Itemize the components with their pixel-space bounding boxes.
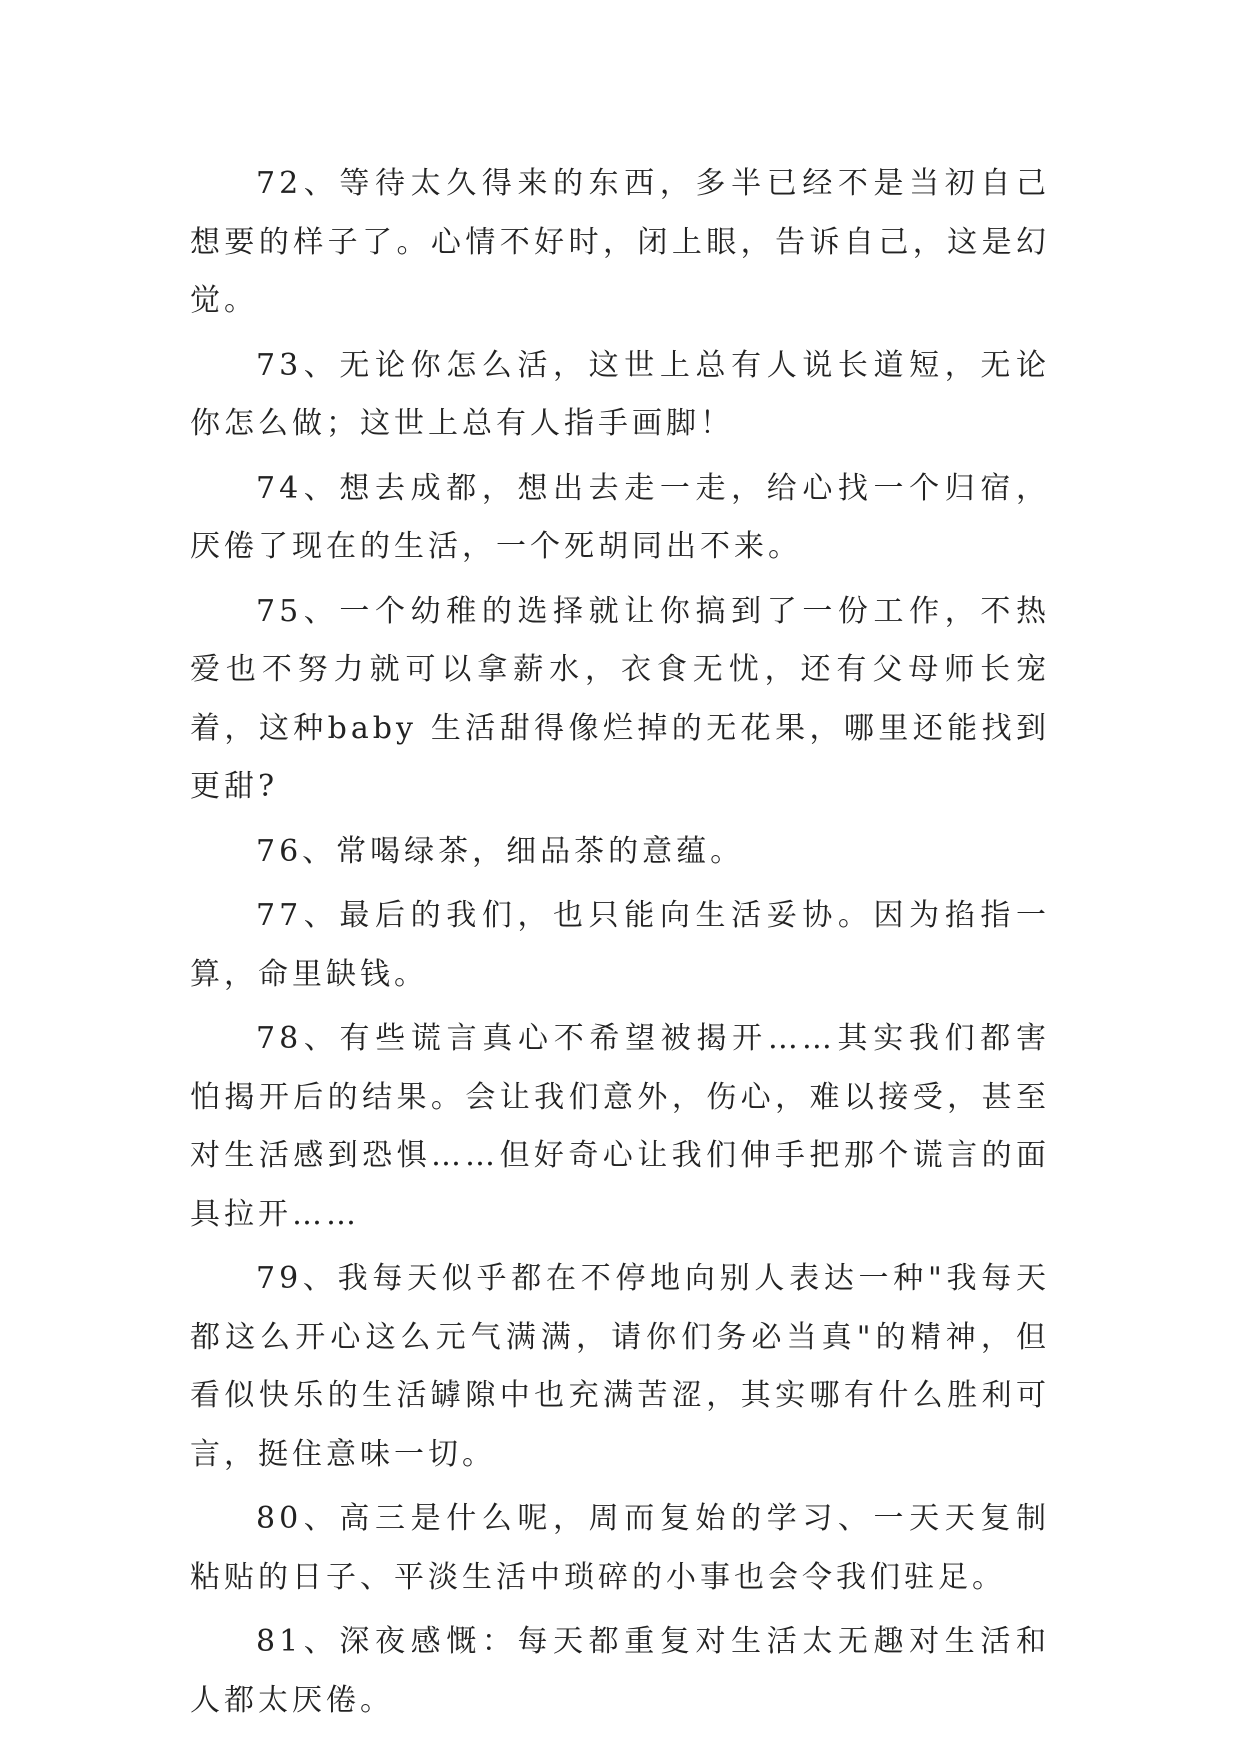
paragraph-80: 80、高三是什么呢，周而复始的学习、一天天复制粘贴的日子、平淡生活中琐碎的小事也会令我们驻足。 [190,1501,1050,1595]
paragraph-73: 73、无论你怎么活，这世上总有人说长道短，无论你怎么做；这世上总有人指手画脚！ [190,347,1050,441]
paragraph-72: 72、等待太久得来的东西，多半已经不是当初自己想要的样子了。心情不好时，闭上眼，告诉自己，这是幻觉。 [190,166,1050,318]
paragraph-75: 75、一个幼稚的选择就让你搞到了一份工作，不热爱也不努力就可以拿薪水，衣食无忧，还有父母师长宠着，这种baby 生活甜得像烂掉的无花果，哪里还能找到更甜? [190,593,1050,804]
paragraph-79: 79、我每天似乎都在不停地向别人表达一种"我每天都这么开心这么元气满满，请你们务必当真"的精神，但看似快乐的生活罅隙中也充满苦涩，其实哪有什么胜利可言，挺住意味一切。 [190,1261,1050,1472]
paragraph-74: 74、想去成都，想出去走一走，给心找一个归宿，厌倦了现在的生活，一个死胡同出不来。 [190,470,1050,564]
document-body [190,155,1050,1736]
paragraph-76: 76、常喝绿茶，细品茶的意蕴。 [256,833,745,869]
paragraph-78: 78、有些谎言真心不希望被揭开……其实我们都害怕揭开后的结果。会让我们意外，伤心，难以接受，甚至对生活感到恐惧……但好奇心让我们伸手把那个谎言的面具拉开…… [190,1021,1050,1232]
paragraph-81: 81、深夜感慨：每天都重复对生活太无趣对生活和人都太厌倦。 [190,1624,1050,1718]
paragraph-77: 77、最后的我们，也只能向生活妥协。因为掐指一算，命里缺钱。 [190,898,1050,992]
